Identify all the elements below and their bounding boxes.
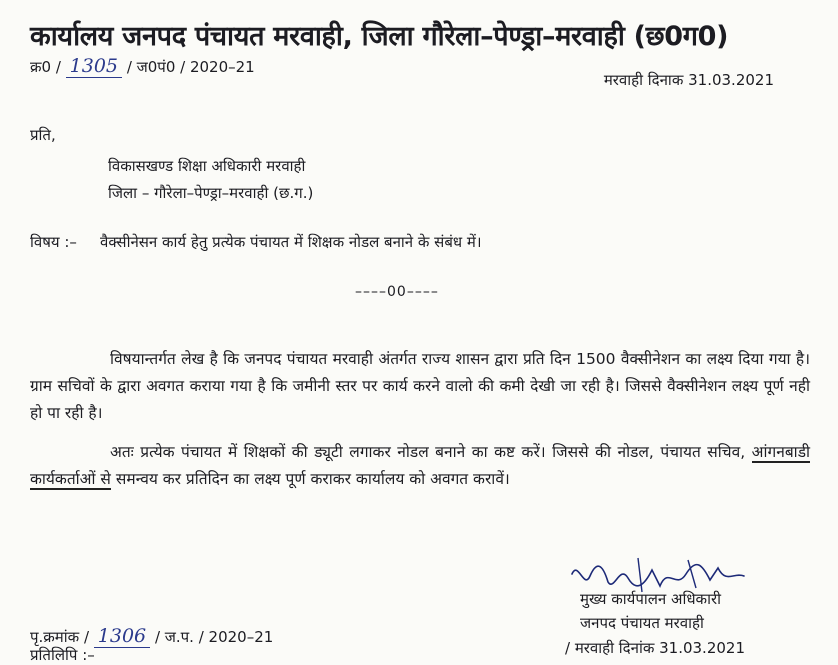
body-paragraph-2	[30, 439, 810, 493]
subject-text: वैक्सीनेसन कार्य हेतु प्रत्येक पंचायत में शिक्षक नोडल बनाने के संबंध में।	[100, 233, 482, 251]
endorsement-prefix: पृ.क्रमांक /	[30, 628, 90, 646]
paragraph-2-end: समन्वय कर प्रतिदिन का लक्ष्य पूर्ण कराकर कार्यालय को अवगत करावें।	[110, 470, 510, 488]
paragraph-2-start: अतः प्रत्येक पंचायत में शिक्षकों की ड्यूटी लगाकर नोडल बनाने का कष्ट करें। जिससे की नोडल, पंचायत सचिव,	[110, 443, 752, 461]
office-header-title: कार्यालय जनपद पंचायत मरवाही, जिला गौरेला–पेण्ड्रा–मरवाही (छ0ग0)	[30, 21, 729, 52]
handwritten-endorsement-number: 1306	[94, 625, 150, 648]
reference-suffix: / ज0पं0 / 2020–21	[126, 58, 255, 76]
letter-date: मरवाही दिनाक 31.03.2021	[603, 71, 774, 89]
recipient-line-1: विकासखण्ड शिक्षा अधिकारी मरवाही	[108, 157, 306, 175]
signatory-designation: मुख्य कार्यपालन अधिकारी	[580, 590, 721, 608]
handwritten-reference-number: 1305	[66, 55, 122, 78]
reference-prefix: क्र0 /	[30, 58, 61, 76]
endorsement-suffix: / ज.प. / 2020–21	[154, 628, 274, 646]
endorsement-reference-line	[30, 625, 273, 647]
recipient-line-2: जिला – गौरेला–पेण्ड्रा–मरवाही (छ.ग.)	[108, 184, 314, 202]
body-paragraph-1: विषयान्तर्गत लेख है कि जनपद पंचायत मरवाही अंतर्गत राज्य शासन द्वारा प्रति दिन 1500 वैक्सीनेशन का लक्ष्य दिया गया है। ग्राम सचिवों के द्वारा अवगत कराया गया है कि जमीनी स्तर पर कार्य करने वालो की कमी देखी जा रही है। जिससे वैक्सीनेशन लक्ष्य पूर्ण नही हो पा रही है।	[30, 350, 810, 422]
copy-to-label: प्रतिलिपि :–	[30, 646, 95, 664]
subject-line	[30, 232, 482, 252]
subject-label: विषय :–	[30, 233, 77, 251]
underlined-phrase: आंगनबाडी कार्यकर्ताओं से	[30, 443, 810, 488]
recipient-salutation: प्रति,	[30, 126, 56, 144]
reference-number-line	[30, 55, 255, 77]
signatory-office: जनपद पंचायत मरवाही	[580, 614, 704, 632]
signature-date: / मरवाही दिनांक 31.03.2021	[565, 639, 746, 657]
section-separator: ––––00––––	[355, 284, 439, 300]
